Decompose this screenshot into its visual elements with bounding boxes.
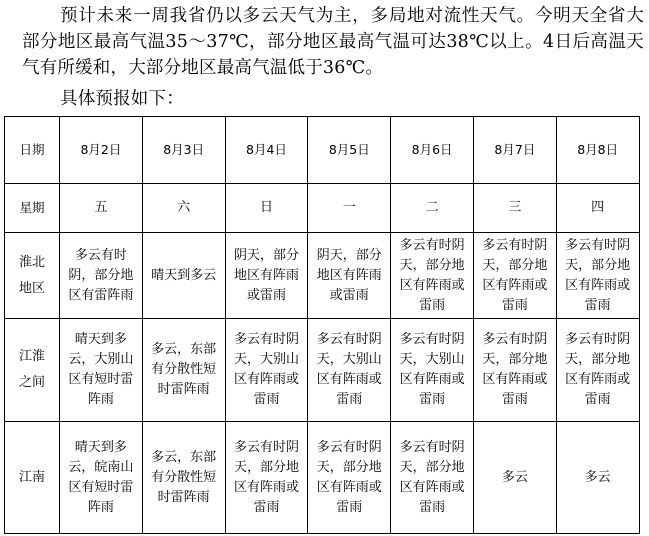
forecast-cell: 多云有时阴天，部分地区有阵雨或雷雨: [391, 233, 474, 319]
forecast-cell: 多云: [556, 422, 639, 534]
intro-paragraph: 预计未来一周我省仍以多云天气为主，多局地对流性天气。今明天全省大部分地区最高气温35～37℃，部分地区最高气温可达38℃以上。4日后高温天气有所缓和，大部分地区最高气温低于36℃。: [22, 6, 644, 78]
forecast-cell: 多云有时阴天，大别山区有阵雨或雷雨: [225, 319, 308, 422]
weekday-cell: 六: [142, 184, 225, 233]
weekday-cell: 三: [473, 184, 556, 233]
forecast-lead-text: 具体预报如下：: [60, 89, 184, 109]
forecast-cell: 多云有时阴天，部分地区有阵雨或雷雨: [473, 319, 556, 422]
forecast-cell: 阴天，部分地区有阵雨或雷雨: [225, 233, 308, 319]
region-label: 江南: [5, 422, 60, 534]
forecast-cell: 晴天到多云: [142, 233, 225, 319]
forecast-cell: 多云，东部有分散性短时雷阵雨: [142, 319, 225, 422]
forecast-cell: 多云有时阴天，部分地区有阵雨或雷雨: [391, 422, 474, 534]
date-header-cell: 日期: [5, 117, 60, 184]
forecast-cell: 多云有时阴天，大别山区有阵雨或雷雨: [308, 319, 391, 422]
weekday-row: [5, 184, 640, 233]
forecast-cell: 多云有时阴天，部分地区有阵雨或雷雨: [556, 319, 639, 422]
forecast-cell: 晴天到多云，大别山区有短时雷阵雨: [60, 319, 143, 422]
forecast-cell: 晴天到多云，皖南山区有短时雷阵雨: [60, 422, 143, 534]
region-label: 淮北地区: [5, 233, 60, 319]
region-row-jiangnan: [5, 422, 640, 534]
date-cell: 8月2日: [60, 117, 143, 184]
date-cell: 8月4日: [225, 117, 308, 184]
region-label: 江淮之间: [5, 319, 60, 422]
forecast-cell: 阴天，部分地区有阵雨或雷雨: [308, 233, 391, 319]
weekday-cell: 二: [391, 184, 474, 233]
date-cell: 8月6日: [391, 117, 474, 184]
forecast-table: [4, 116, 640, 534]
forecast-cell: 多云有时阴天，部分地区有阵雨或雷雨: [308, 422, 391, 534]
region-row-huaibei: [5, 233, 640, 319]
forecast-cell: 多云，东部有分散性短时雷阵雨: [142, 422, 225, 534]
date-cell: 8月7日: [473, 117, 556, 184]
forecast-cell: 多云有时阴天，部分地区有阵雨或雷雨: [473, 233, 556, 319]
weekday-cell: 五: [60, 184, 143, 233]
date-cell: 8月8日: [556, 117, 639, 184]
date-cell: 8月5日: [308, 117, 391, 184]
weekday-cell: 一: [308, 184, 391, 233]
weekday-cell: 四: [556, 184, 639, 233]
forecast-cell: 多云有时阴天，大别山区有阵雨或雷雨: [391, 319, 474, 422]
date-row: [5, 117, 640, 184]
region-row-jianghuai: [5, 319, 640, 422]
forecast-cell: 多云: [473, 422, 556, 534]
date-cell: 8月3日: [142, 117, 225, 184]
forecast-cell: 多云有时阴天，部分地区有阵雨或雷雨: [556, 233, 639, 319]
forecast-cell: 多云有时阴天，部分地区有阵雨或雷雨: [225, 422, 308, 534]
forecast-cell: 多云有时阴，部分地区有雷阵雨: [60, 233, 143, 319]
weekday-cell: 日: [225, 184, 308, 233]
weekday-header-cell: 星期: [5, 184, 60, 233]
